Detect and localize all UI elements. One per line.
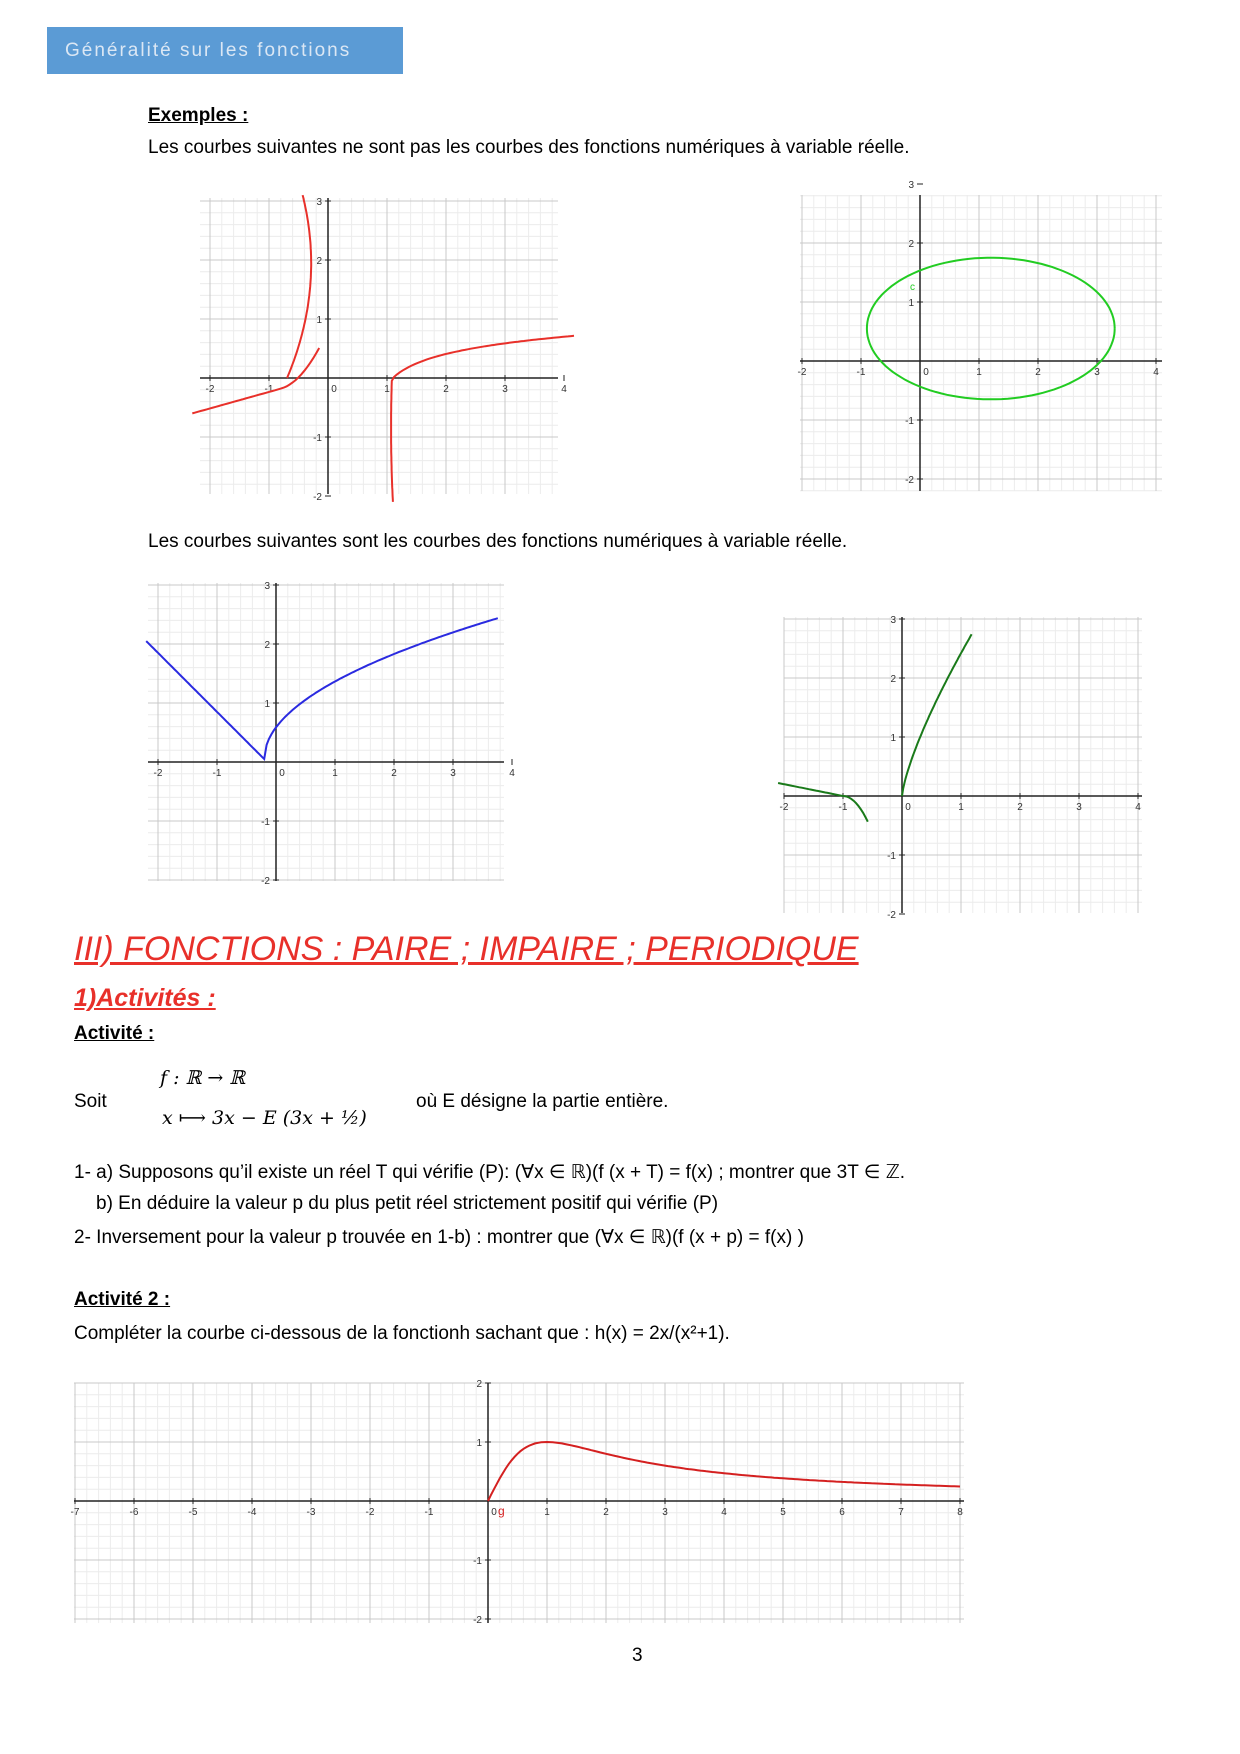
header-tab: Généralité sur les fonctions <box>47 27 403 74</box>
x-tick-label: -3 <box>306 1507 316 1518</box>
x-tick-label: 3 <box>1076 802 1082 813</box>
x-tick-label: 0 <box>491 1507 497 1518</box>
y-tick-label: -1 <box>887 851 896 862</box>
examples-heading: Exemples : <box>148 105 249 126</box>
y-tick-label: 1 <box>316 315 322 326</box>
function-definition-line1: f : ℝ → ℝ <box>160 1067 246 1089</box>
x-tick-label: 4 <box>1153 367 1159 378</box>
x-tick-label: -4 <box>247 1507 257 1518</box>
x-tick-label: 1 <box>332 768 338 779</box>
y-tick-label: 2 <box>890 674 896 685</box>
y-tick-label: -1 <box>313 433 322 444</box>
x-tick-label: -1 <box>838 802 848 813</box>
x-tick-label: -2 <box>365 1507 375 1518</box>
question-2: 2- Inversement pour la valeur p trouvée en 1-b) : montrer que (∀x ∈ ℝ)(f (x + p) = f(x) ) <box>74 1227 804 1248</box>
question-1a: 1- a) Supposons qu’il existe un réel T qui vérifie (P): (∀x ∈ ℝ)(f (x + T) = f(x) ; montrer que 3T ∈ ℤ. <box>74 1162 906 1183</box>
x-tick-label: 2 <box>1017 802 1023 813</box>
x-tick-label: 1 <box>544 1507 550 1518</box>
y-tick-label: 1 <box>264 699 270 710</box>
x-tick-label: 4 <box>721 1507 727 1518</box>
y-tick-label: -2 <box>313 492 322 503</box>
x-tick-label: -2 <box>153 768 163 779</box>
red-curve-branch-right <box>391 336 574 502</box>
x-tick-label: 4 <box>561 384 567 395</box>
chart-red-nonfunction <box>200 197 567 503</box>
x-tick-label: 3 <box>662 1507 668 1518</box>
function-definition-line2: x ⟼ 3x − E (3x + ½) <box>162 1107 367 1129</box>
not-functions-text: Les courbes suivantes ne sont pas les courbes des fonctions numériques à variable réelle. <box>148 137 910 158</box>
x-tick-label: -2 <box>205 384 215 395</box>
x-tick-label: 8 <box>957 1507 963 1518</box>
y-tick-label: 2 <box>316 256 322 267</box>
x-tick-label: 0 <box>331 384 337 395</box>
y-tick-label: -2 <box>261 876 270 887</box>
x-tick-label: 2 <box>443 384 449 395</box>
activity2-text: Compléter la courbe ci-dessous de la fonctionh sachant que : h(x) = 2x/(x²+1). <box>74 1323 730 1344</box>
x-tick-label: -5 <box>188 1507 198 1518</box>
x-tick-label: -1 <box>212 768 222 779</box>
y-tick-label: -1 <box>473 1556 482 1567</box>
section-subtitle: 1)Activités : <box>74 984 216 1012</box>
where-text: où E désigne la partie entière. <box>416 1091 669 1112</box>
x-tick-label: -2 <box>797 367 807 378</box>
soit-label: Soit <box>74 1091 107 1112</box>
y-tick-label: 2 <box>264 640 270 651</box>
x-tick-label: 6 <box>839 1507 845 1518</box>
y-tick-label: -2 <box>905 475 914 486</box>
activity1-heading: Activité : <box>74 1023 155 1044</box>
page-number: 3 <box>632 1645 643 1666</box>
x-tick-label: -7 <box>70 1507 80 1518</box>
chart-green-ellipse <box>797 180 1162 491</box>
chart-blue-function <box>148 581 515 887</box>
x-tick-label: 4 <box>1135 802 1141 813</box>
y-tick-label: 1 <box>908 298 914 309</box>
question-1b: b) En déduire la valeur p du plus petit réel strictement positif qui vérifie (P) <box>96 1193 719 1214</box>
x-tick-label: 0 <box>905 802 911 813</box>
x-tick-label: -6 <box>129 1507 139 1518</box>
chart-h-function <box>70 1379 964 1626</box>
y-tick-label: 1 <box>476 1438 482 1449</box>
x-tick-label: 3 <box>450 768 456 779</box>
y-tick-label: -2 <box>887 910 896 921</box>
chart-darkgreen-function <box>779 615 1142 921</box>
y-tick-label: -2 <box>473 1615 482 1626</box>
y-tick-label: 1 <box>890 733 896 744</box>
y-tick-label: 3 <box>908 180 914 191</box>
functions-text: Les courbes suivantes sont les courbes des fonctions numériques à variable réelle. <box>148 531 848 552</box>
y-tick-label: 2 <box>476 1379 482 1390</box>
y-tick-label: -1 <box>261 817 270 828</box>
y-tick-label: 3 <box>890 615 896 626</box>
x-tick-label: 3 <box>502 384 508 395</box>
y-tick-label: 2 <box>908 239 914 250</box>
y-tick-label: 3 <box>316 197 322 208</box>
x-tick-label: 2 <box>1035 367 1041 378</box>
x-tick-label: -1 <box>424 1507 434 1518</box>
activity2-heading: Activité 2 : <box>74 1289 171 1310</box>
x-tick-label: -1 <box>264 384 274 395</box>
x-tick-label: -1 <box>856 367 866 378</box>
h-curve-label: g <box>498 1504 505 1518</box>
x-tick-label: 7 <box>898 1507 904 1518</box>
x-tick-label: 2 <box>391 768 397 779</box>
ellipse-label: c <box>910 282 915 294</box>
x-tick-label: 0 <box>923 367 929 378</box>
section-title: III) FONCTIONS : PAIRE ; IMPAIRE ; PERIODIQUE <box>74 930 859 968</box>
blue-curve <box>146 618 498 759</box>
x-tick-label: 0 <box>279 768 285 779</box>
x-tick-label: 5 <box>780 1507 786 1518</box>
y-tick-label: 3 <box>264 581 270 592</box>
x-tick-label: 1 <box>384 384 390 395</box>
x-tick-label: -2 <box>779 802 789 813</box>
red-curve-branch-upper <box>287 195 311 378</box>
x-tick-label: 2 <box>603 1507 609 1518</box>
x-tick-label: 1 <box>958 802 964 813</box>
x-tick-label: 4 <box>509 768 515 779</box>
red-curve-branch-left <box>192 348 319 413</box>
y-tick-label: -1 <box>905 416 914 427</box>
x-tick-label: 1 <box>976 367 982 378</box>
x-tick-label: 3 <box>1094 367 1100 378</box>
